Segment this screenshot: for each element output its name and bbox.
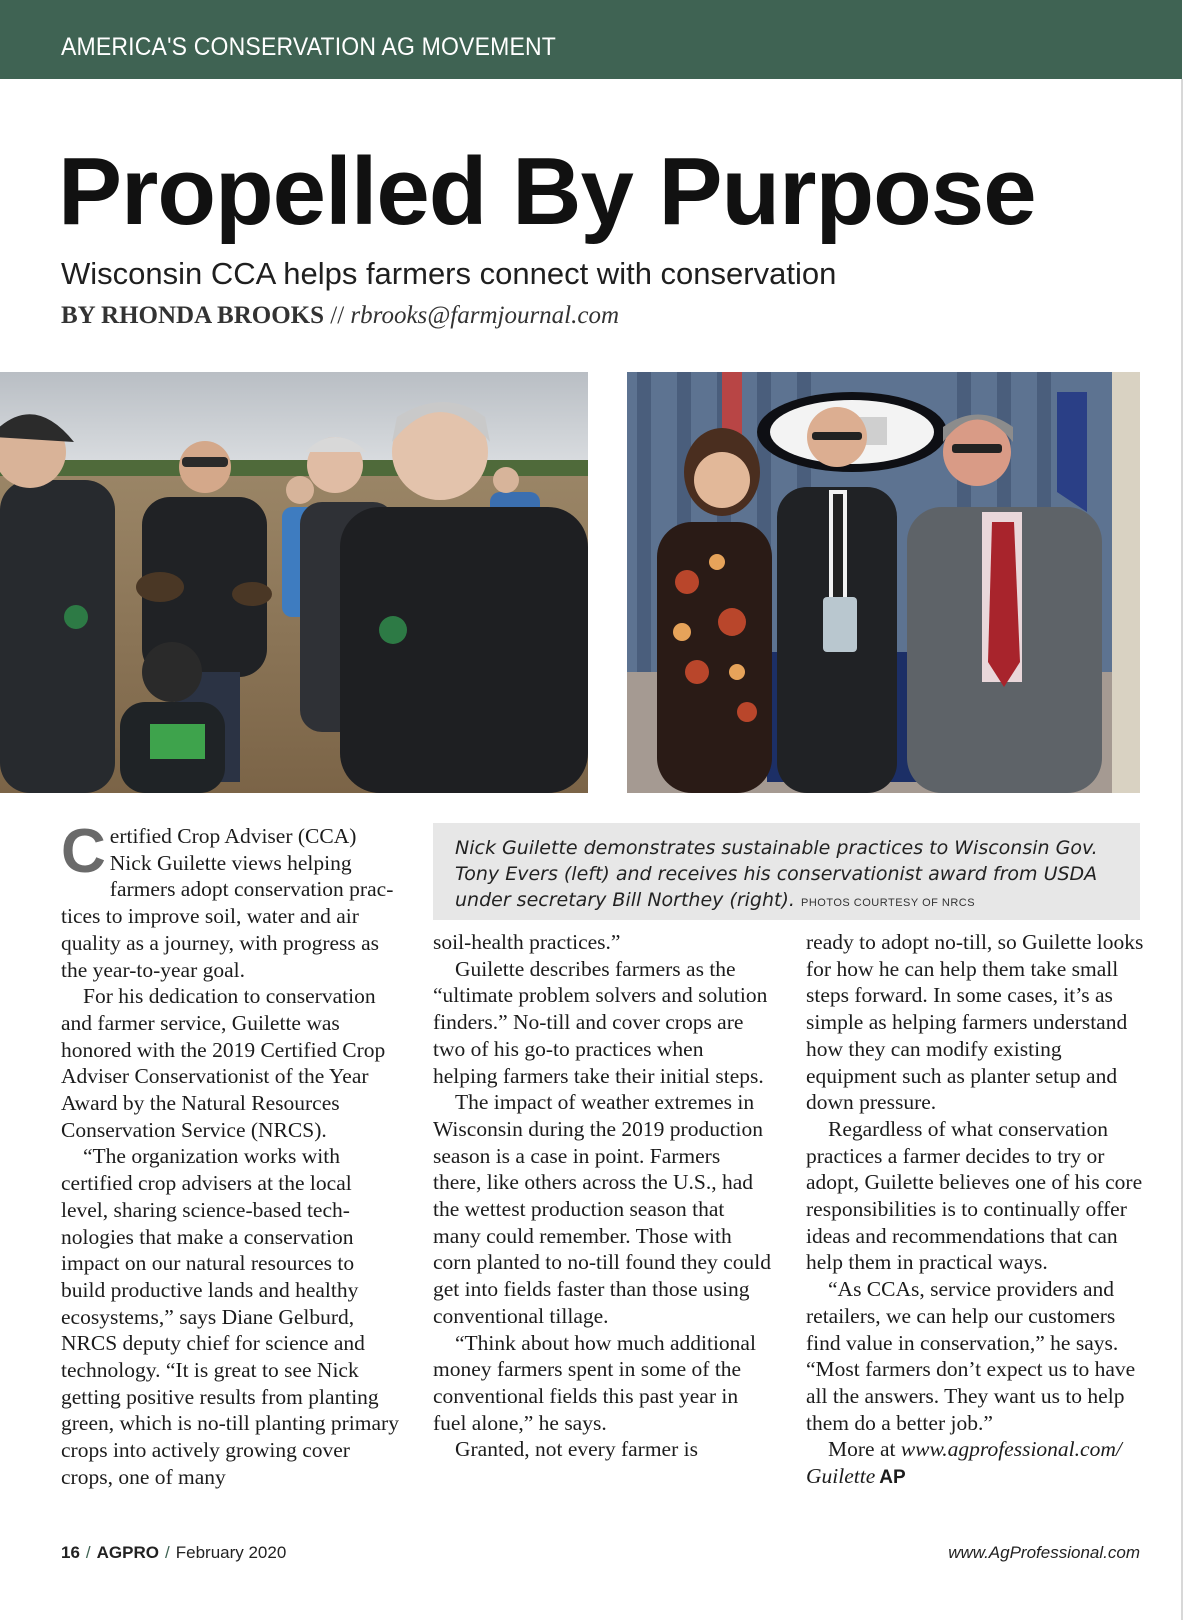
section-header-bar bbox=[0, 0, 1182, 79]
end-mark: AP bbox=[879, 1467, 906, 1489]
folio-separator: / bbox=[85, 1543, 91, 1562]
page-edge-rule bbox=[1181, 79, 1183, 1620]
page-number: 16 bbox=[61, 1543, 80, 1562]
paragraph: “As CCAs, service providers and retailers, we can help our customers find value in conservation,” he says. “Most farmers don’t expect us to have all the answers. They want us to help them do a better job.” bbox=[806, 1277, 1136, 1435]
field-demonstration-photo bbox=[0, 372, 588, 793]
award-ceremony-photo bbox=[627, 372, 1140, 793]
more-link[interactable]: www.agprofessional.com/ Guilette bbox=[806, 1437, 1122, 1489]
issue-date: February 2020 bbox=[175, 1543, 287, 1562]
photo-credit: PHOTOS COURTESY OF NRCS bbox=[801, 897, 976, 909]
byline bbox=[61, 302, 619, 330]
article-subheadline: Wisconsin CCA helps farmers connect with conservation bbox=[61, 256, 837, 291]
paragraph: soil-health practices.” bbox=[433, 930, 621, 954]
article-column-3 bbox=[806, 929, 1146, 1492]
section-label: AMERICA'S CONSERVATION AG MOVEMENT bbox=[61, 33, 557, 61]
caption-text: Nick Guilette demonstrates sustainable practices to Wisconsin Gov. Tony Evers (left) and receives his conservationist award from USDA under secretary Bill Northey (right). bbox=[455, 837, 1098, 911]
footer-website[interactable]: www.AgProfessional.com bbox=[948, 1543, 1140, 1562]
paragraph-text: ertified Crop Adviser (CCA) Nick Guilette views helping farmers adopt conservation practices to improve soil, water and air quality as a journey, with progress as the year-to-year goal. bbox=[61, 824, 394, 982]
paragraph: ready to adopt no-till, so Guilette looks for how he can help them take small steps forward. In some cases, it’s as simple as helping farmers understand how they can modify existing equipment such as planter setup and down pressure. bbox=[806, 930, 1144, 1115]
byline-email[interactable]: rbrooks@farmjournal.com bbox=[350, 302, 620, 329]
paragraph: “Think about how much additional money farmers spent in some of the conventional fields this past year in fuel alone,” he says. bbox=[433, 1330, 756, 1435]
magazine-name: AGPRO bbox=[96, 1543, 159, 1562]
byline-separator: // bbox=[330, 302, 345, 329]
photo-caption bbox=[433, 823, 1140, 920]
drop-cap: C bbox=[61, 817, 106, 886]
article-headline: Propelled By Purpose bbox=[58, 138, 1036, 245]
folio-separator: / bbox=[165, 1543, 170, 1562]
paragraph: Guilette describes farmers as the “ultimate problem solvers and solution finders.” No-till and cover crops are two of his go-to practices when helping farmers take their initial steps. bbox=[433, 956, 768, 1088]
footer-folio bbox=[61, 1543, 286, 1563]
paragraph: Granted, not every farmer is bbox=[455, 1437, 698, 1462]
article-column-1 bbox=[61, 817, 401, 1491]
paragraph: The impact of weather extremes in Wisconsin during the 2019 production season is a case in point. Farmers there, like others across the U.S., had the wettest production season that many could remember. Those with corn planted to no-till found they could get into fields faster than those using conventional tillage. bbox=[433, 1090, 771, 1328]
paragraph: “The organization works with certified crop advisers at the local level, sharing science-based technologies that make a conservation impact on our natural resources to build productive lands and healthy ecosystems,” says Diane Gelburd, NRCS deputy chief for science and technology. “It is great to see Nick getting positive results from planting green, which is no-till planting primary crops into actively growing cover crops, one of many bbox=[61, 1144, 399, 1489]
more-info-paragraph bbox=[806, 1436, 1146, 1491]
byline-author: BY RHONDA BROOKS bbox=[61, 302, 325, 329]
article-column-2 bbox=[433, 929, 773, 1463]
paragraph bbox=[61, 817, 401, 983]
more-prefix: More at bbox=[828, 1437, 901, 1462]
paragraph: Regardless of what conservation practices a farmer decides to try or adopt, Guilette believes one of his core responsibilities is to continually offer ideas and recommendations that can help them in practical ways. bbox=[806, 1116, 1143, 1275]
paragraph: For his dedication to conservation and farmer service, Guilette was honored with the 2019 Certified Crop Adviser Conservationist of the Year Award by the Natural Resources Conservation Service (NRCS). bbox=[61, 984, 386, 1142]
